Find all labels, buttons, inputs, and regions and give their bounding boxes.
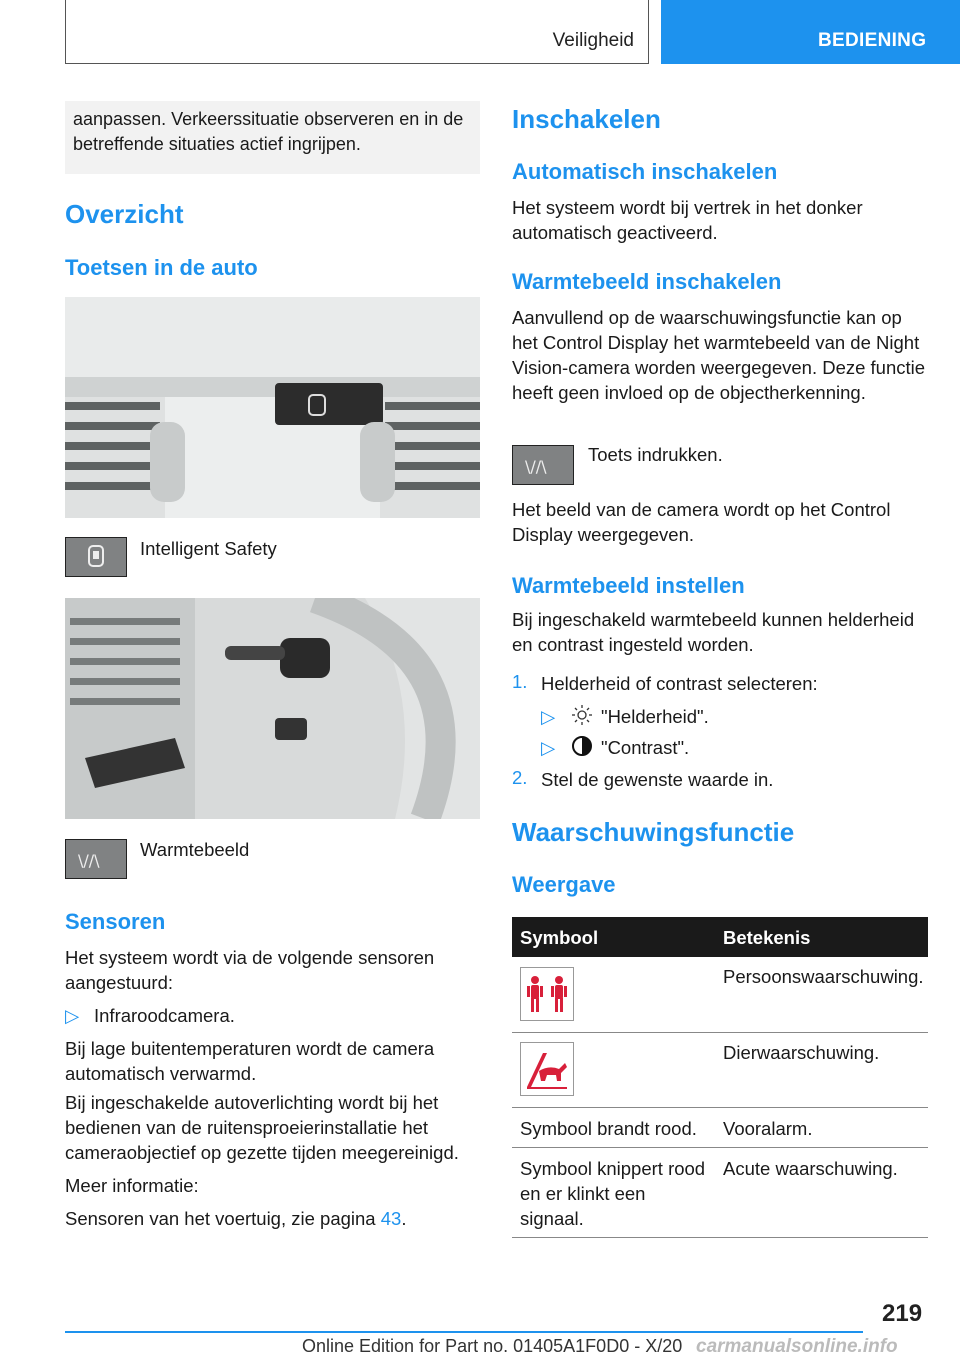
warmtebeeld-inst-text: Bij ingeschakeld warmtebeeld kunnen helderheid en contrast ingesteld worden. — [512, 609, 915, 655]
table-header-betekenis: Betekenis — [723, 927, 811, 948]
step-1-text: Helderheid of contrast selecteren: — [541, 673, 818, 694]
svg-text:\//\: \//\ — [78, 851, 100, 870]
step-1-number: 1. — [512, 671, 528, 692]
person-warning-icon — [520, 967, 574, 1021]
heading-warmtebeeld-instellen: Warmtebeeld instellen — [512, 573, 745, 598]
bullet-icon: ▷ — [541, 706, 556, 727]
low-temp-text: Bij lage buitentemperaturen wordt de camera automatisch verwarmd. — [65, 1038, 435, 1084]
sub-item-contrast — [541, 735, 555, 760]
table-cell-symbol-3: Symbool brandt rood. — [520, 1118, 697, 1139]
warmtebeeld-label: Warmtebeeld — [140, 839, 250, 860]
animal-warning-icon — [520, 1042, 574, 1096]
table-header — [512, 917, 928, 957]
table-cell-meaning-1: Persoonswaarschuwing. — [723, 966, 924, 987]
dashboard-photo — [65, 297, 480, 518]
reference-text — [65, 1206, 406, 1231]
heading-weergave: Weergave — [512, 872, 616, 897]
warmtebeeld-toets-icon — [512, 445, 574, 485]
intelligent-safety-button-icon — [65, 537, 127, 577]
intelligent-safety-label: Intelligent Safety — [140, 538, 277, 559]
sub-item-brightness — [541, 704, 555, 729]
auto-text: Het systeem wordt bij vertrek in het donker automatisch geactiveerd. — [512, 197, 863, 243]
warmtebeeld-button-icon — [65, 839, 127, 879]
warmtebeeld-in-text: Aanvullend op de waarschuwingsfunctie kan op het Control Display het warmtebeeld van de Night Vision-camera worden weergegeven. Deze functie heeft geen invloed op de objectherkenning. — [512, 307, 926, 403]
page-number: 219 — [882, 1300, 923, 1327]
header-chapter-label: BEDIENING — [818, 30, 927, 51]
sensor-bullet-text: Infraroodcamera. — [94, 1005, 235, 1026]
heading-toetsen: Toetsen in de auto — [65, 255, 258, 280]
table-cell-meaning-4: Acute waarschuwing. — [723, 1158, 898, 1179]
sensoren-text: Het systeem wordt via de volgende sensoren aangestuurd: — [65, 947, 435, 993]
contrast-icon — [571, 735, 593, 757]
heading-waarschuwingsfunctie: Waarschuwingsfunctie — [512, 817, 795, 847]
table-row-divider — [512, 1237, 928, 1238]
sub-contrast-text: "Contrast". — [601, 737, 690, 758]
table-cell-meaning-3: Vooralarm. — [723, 1118, 813, 1139]
sub-brightness-text: "Helderheid". — [601, 706, 709, 727]
heading-automatisch: Automatisch inschakelen — [512, 159, 778, 184]
step-2-text: Stel de gewenste waarde in. — [541, 769, 774, 790]
heading-overzicht: Overzicht — [65, 199, 184, 229]
svg-text:\//\: \//\ — [525, 457, 547, 476]
reference-end: . — [401, 1208, 407, 1229]
page-reference-link[interactable]: 43 — [380, 1208, 402, 1229]
table-row-divider — [512, 1032, 928, 1033]
watermark: carmanualsonline.info — [696, 1336, 898, 1357]
header-section-box — [65, 0, 649, 64]
table-row-divider — [512, 1147, 928, 1148]
continued-note: aanpassen. Verkeerssituatie observeren en in de betreffende situaties actief ingrijpen. — [65, 101, 480, 174]
heading-inschakelen: Inschakelen — [512, 104, 661, 134]
bullet-icon: ▷ — [65, 1005, 80, 1026]
table-cell-meaning-2: Dierwaarschuwing. — [723, 1042, 880, 1063]
header-section-title: Veiligheid — [552, 30, 634, 51]
heading-warmtebeeld-inschakelen: Warmtebeeld inschakelen — [512, 269, 782, 294]
footer-rule — [65, 1331, 863, 1333]
more-info-text: Meer informatie: — [65, 1175, 199, 1196]
steering-photo — [65, 598, 480, 819]
step-2-number: 2. — [512, 767, 528, 788]
heading-sensoren: Sensoren — [65, 909, 166, 934]
sensor-bullet-item — [65, 1003, 235, 1028]
reference-label: Sensoren van het voertuig, zie pagina — [65, 1208, 381, 1229]
toets-text: Toets indrukken. — [588, 444, 723, 465]
table-cell-symbol-4: Symbool knippert rood en er klinkt een signaal. — [520, 1158, 706, 1229]
table-row-divider — [512, 1107, 928, 1108]
header-chapter-tab[interactable] — [661, 0, 960, 64]
beeld-text: Het beeld van de camera wordt op het Control Display weergegeven. — [512, 499, 891, 545]
brightness-icon — [571, 704, 593, 726]
footer-edition: Online Edition for Part no. 01405A1F0D0 - X/20 — [302, 1336, 683, 1356]
table-header-symbool: Symbool — [520, 927, 599, 948]
bullet-icon: ▷ — [541, 737, 556, 758]
lights-text: Bij ingeschakelde autoverlichting wordt bij het bedienen van de ruitensproeierinstallatie het cameraobjectief op gezette tijden meegereinigd. — [65, 1092, 459, 1163]
